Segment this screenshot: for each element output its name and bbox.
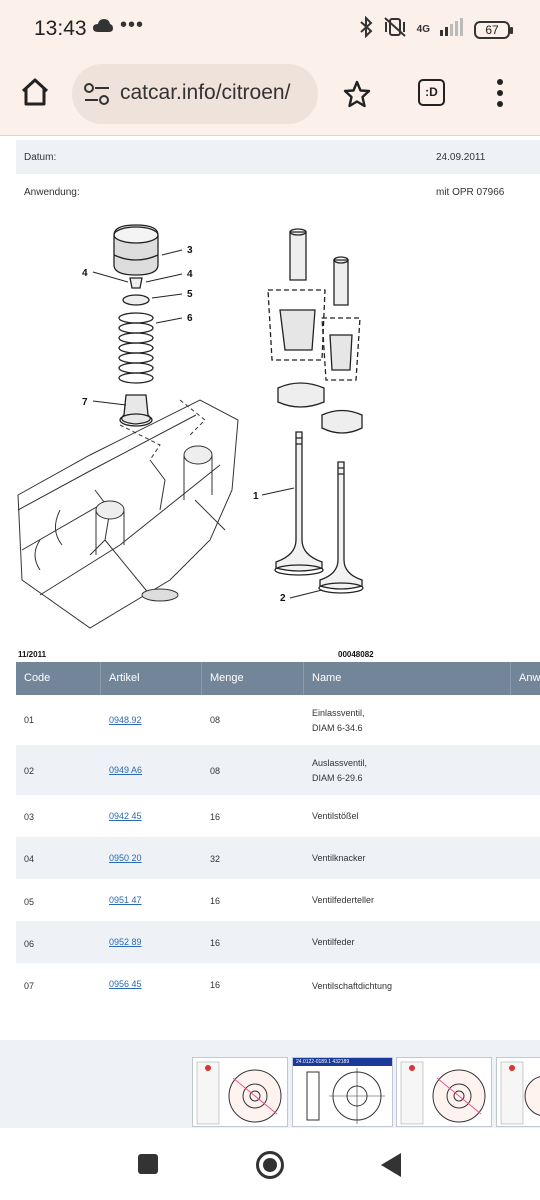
more-dots-icon: •••	[120, 14, 145, 36]
application-value: mit OPR 07966	[436, 187, 505, 198]
table-row	[16, 695, 540, 745]
article-link[interactable]: 0951 47	[109, 895, 142, 905]
table-row	[16, 745, 540, 795]
table-row	[16, 963, 540, 1005]
header-quantity: Menge	[202, 662, 304, 695]
callout-4-right: 4	[187, 269, 193, 280]
cell-name: Auslassventil, DIAM 6-29.6	[312, 758, 368, 783]
exhaust-valve-drawing	[319, 462, 363, 593]
article-link[interactable]: 0948.92	[109, 715, 142, 725]
article-link[interactable]: 0952 89	[109, 937, 142, 947]
spring-drawing	[119, 313, 153, 383]
cell-code: 01	[24, 715, 35, 725]
header-code: Code	[16, 662, 101, 695]
callout-6: 6	[187, 313, 193, 324]
status-bar	[0, 0, 540, 58]
menu-icon[interactable]	[495, 78, 505, 113]
cell-code: 04	[24, 854, 35, 864]
browser-toolbar	[0, 58, 540, 136]
cell-quantity: 08	[210, 715, 221, 725]
back-icon[interactable]	[380, 1152, 402, 1183]
cell-code: 06	[24, 939, 35, 949]
brake-disc-thumbnail-2[interactable]	[396, 1057, 492, 1127]
url-bar[interactable]	[72, 64, 318, 124]
tappet-drawing	[114, 225, 158, 275]
callout-3: 3	[187, 245, 193, 256]
cylinder-head-drawing	[18, 400, 238, 628]
header-application: Anw	[519, 672, 540, 684]
network-type: 4G	[416, 24, 430, 35]
article-link[interactable]: 0949 A6	[109, 765, 143, 775]
cell-name: Ventilstößel	[312, 811, 359, 821]
callout-1: 1	[253, 491, 259, 502]
cell-quantity: 16	[210, 812, 221, 822]
recents-icon[interactable]	[137, 1153, 159, 1180]
table-row	[16, 921, 540, 963]
cell-quantity: 32	[210, 854, 221, 864]
cell-code: 03	[24, 812, 35, 822]
home-circle-icon[interactable]	[255, 1150, 285, 1185]
figure-number: 00048082	[338, 650, 374, 659]
article-link[interactable]: 0942 45	[109, 811, 142, 821]
star-icon[interactable]	[343, 80, 371, 113]
cell-name: Einlassventil, DIAM 6-34.6	[312, 708, 365, 733]
tab-switcher-button[interactable]: :D	[418, 79, 445, 106]
table-row	[16, 837, 540, 879]
intake-valve-drawing	[275, 432, 323, 575]
figure-date: 11/2011	[18, 650, 47, 659]
system-nav-bar	[0, 1128, 540, 1200]
ad-thumbnail-strip	[0, 1040, 540, 1128]
cell-name: Ventilschaftdichtung	[312, 981, 393, 991]
info-row-date	[16, 140, 540, 174]
cell-name: Ventilfeder	[312, 937, 355, 947]
cell-name: Ventilknacker	[312, 853, 366, 863]
cell-quantity: 08	[210, 766, 221, 776]
brake-disc-thumbnail-3[interactable]	[496, 1057, 540, 1127]
cloud-icon	[93, 19, 113, 38]
cell-name: Ventilfederteller	[312, 895, 375, 905]
site-settings-icon[interactable]	[84, 82, 110, 111]
parts-table-header	[16, 662, 540, 695]
header-name: Name	[304, 662, 511, 695]
article-link[interactable]: 0950 20	[109, 853, 142, 863]
date-label: Datum:	[24, 152, 57, 163]
url-text[interactable]: catcar.info/citroen/	[120, 81, 291, 104]
info-row-application	[16, 175, 540, 209]
cell-quantity: 16	[210, 980, 221, 990]
article-link[interactable]: 0956 45	[109, 979, 142, 989]
header-article: Artikel	[101, 662, 202, 695]
callout-5: 5	[187, 289, 193, 300]
cell-code: 02	[24, 766, 35, 776]
signal-icon	[440, 18, 464, 41]
cell-quantity: 16	[210, 896, 221, 906]
callout-4-left: 4	[82, 268, 88, 279]
bluetooth-icon	[359, 16, 373, 43]
application-label: Anwendung:	[24, 187, 80, 198]
cell-quantity: 16	[210, 938, 221, 948]
cell-code: 05	[24, 897, 35, 907]
vibrate-off-icon	[383, 16, 407, 43]
date-value: 24.09.2011	[436, 152, 486, 163]
brake-disc-thumbnail[interactable]	[192, 1057, 288, 1127]
table-row	[16, 795, 540, 837]
cell-code: 07	[24, 981, 35, 991]
valve-guides-drawing	[268, 229, 360, 380]
home-icon[interactable]	[20, 77, 50, 112]
parts-diagram	[0, 210, 540, 650]
brake-disc-drawing-thumbnail[interactable]	[292, 1057, 393, 1127]
callout-2: 2	[280, 593, 286, 604]
clock: 13:43	[34, 17, 87, 40]
table-row	[16, 879, 540, 921]
thumbnail-caption: 24.0122-0189.1 432189	[293, 1058, 392, 1066]
battery-indicator: 67	[474, 21, 510, 39]
callout-7: 7	[82, 397, 88, 408]
